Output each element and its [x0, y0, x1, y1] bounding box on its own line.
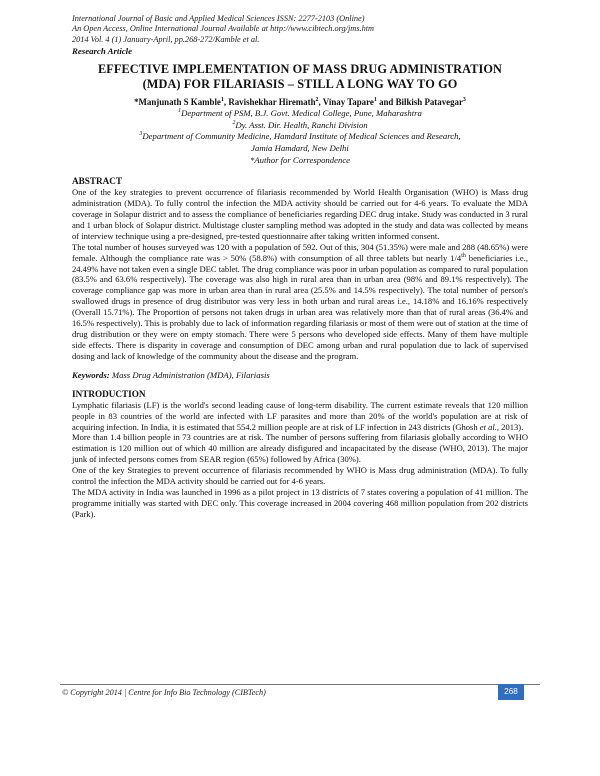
- paper-title: [72, 62, 528, 92]
- intro-paragraph-3: One of the key Strategies to prevent occurrence of filariasis recommended by WHO is Mass drug administration (MDA). To fully control the infection the MDA activity should be carried out for 4-6 years.: [72, 465, 528, 487]
- affiliations: [72, 108, 528, 166]
- abstract-heading: ABSTRACT: [72, 176, 123, 187]
- footer-divider: [60, 684, 540, 685]
- intro-p1-start: Lymphatic filariasis (LF) is the world's second leading cause of long-term disability. The current estimate reveals that 120 million people in 83 countries of the world are infected with LF parasites and more than 20% of the world's population are at risk of acquiring infection. In India, it is estimated that 554.2 million people are at risk of LF infection in 243 districts (Ghosh: [72, 399, 528, 432]
- abstract-paragraph-2: [72, 242, 528, 362]
- author-2: , Ravishekhar Hiremath: [223, 97, 316, 108]
- author-1: *Manjunath S Kamble: [134, 97, 221, 108]
- paper-page: [72, 14, 528, 520]
- correspondence-note: *Author for Correspondence: [249, 154, 351, 165]
- keywords: [72, 370, 528, 381]
- abstract-paragraph-1: One of the key strategies to prevent occurrence of filariasis recommended by World Health Organisation (WHO) is Mass drug administration (MDA). To fully control the infection the MDA activity should be carried out for 4-6 years. To evaluate the MDA coverage in Solapur district and to assess the compliance of beneficiaries regarding DEC drug intake. Study was conducted in 3 rural and 1 urban block of Solapur district. Multistage cluster sampling method was adopted in the study and data was collected by means of interview technique using a pre-designed, pre-tested questionnaire after taking written informed consent.: [72, 187, 528, 241]
- intro-p1-end: , 2013).: [496, 421, 524, 432]
- affiliation-3-text: Department of Community Medicine, Hamdard Institute of Medical Sciences and Research,: [142, 131, 461, 142]
- intro-paragraph-1: [72, 400, 528, 433]
- journal-header: [72, 14, 528, 45]
- intro-p1-etal: et al.: [479, 421, 497, 432]
- affiliation-3: [72, 131, 528, 143]
- article-type: Research Article: [72, 46, 133, 57]
- author-2-affil: 2: [315, 97, 319, 104]
- abstract-p2-start: The total number of houses surveyed was 120 with a population of 592. Out of this, 304 (51.35%) were male and 288 (48.65%) were female. Although the compliance rate was > 50% (58.8%) with consumption of all three tablets but nearly 1/4: [72, 241, 528, 263]
- author-3-affil: 1: [373, 97, 377, 104]
- affiliation-1: [72, 108, 528, 120]
- abstract-p2-sup: th: [461, 252, 466, 259]
- affiliation-2-mark: 2: [232, 119, 236, 126]
- intro-paragraph-4: The MDA activity in India was launched in 1996 as a pilot project in 13 districts of 7 states covering a population of 41 million. The programme initially was started with DEC only. This coverage increased in 2004 covering 468 million population from 202 districts (Park).: [72, 486, 528, 519]
- journal-volume-line: 2014 Vol. 4 (1) January-April, pp.268-272/Kamble et al.: [72, 34, 260, 44]
- introduction-heading: INTRODUCTION: [72, 388, 146, 399]
- affiliation-1-text: Department of PSM, B.J. Govt. Medical College, Pune, Maharashtra: [181, 108, 422, 119]
- affiliation-1-mark: 1: [178, 108, 182, 115]
- affiliation-3-mark: 3: [139, 131, 143, 138]
- author-4: and Bilkish Patavegar: [376, 97, 463, 108]
- journal-name: International Journal of Basic and Applied Medical Sciences ISSN: 2277-2103 (Online): [72, 14, 365, 23]
- author-4-affil: 3: [462, 97, 466, 104]
- footer-copyright: © Copyright 2014 | Centre for Info Bio Technology (CIBTech): [62, 688, 266, 697]
- author-1-affil: 1: [220, 97, 224, 104]
- page-number-badge: 268: [498, 684, 524, 700]
- affiliation-3-cont: Jamia Hamdard, New Delhi: [251, 143, 349, 153]
- abstract-p2-end: beneficiaries i.e., 24.49% have not taken even a single DEC tablet. The drug compliance was poor in urban population as compared to rural population (83.5% and 63.6% respectively). The coverage was also high in rural area than in urban area (98% and 89.1% respectively). The coverage compliance gap was more in urban area than in rural area (25.5% and 14.5% respectively). The total number of person's swallowed drugs in presence of drug distributor was very less in both urban and rural areas i.e., 14.18% and 16.16% respectively (Overall 15.71%). The Proportion of persons not taken drugs in urban area was relatively more than that of rural areas (36.4% and 16.5% respectively). This is probably due to lack of information regarding filariasis or most of them were out of station at the time of drug distribution or they were on empty stomach. There were 5 persons who developed side effects. Many of them have multiple side effects. There is disparity in coverage and consumption of DEC among urban and rural population due to lack of supervised dosing and lack of knowledge of the community about the disease and the program.: [72, 252, 528, 361]
- author-list: [72, 96, 528, 108]
- title-line-1: EFFECTIVE IMPLEMENTATION OF MASS DRUG ADMINISTRATION: [97, 62, 503, 77]
- affiliation-2: [72, 120, 528, 132]
- title-line-2: (MDA) FOR FILARIASIS – STILL A LONG WAY TO GO: [142, 77, 458, 92]
- keywords-text: Mass Drug Administration (MDA), Filariasis: [109, 369, 270, 380]
- keywords-label: Keywords:: [72, 369, 110, 380]
- intro-paragraph-2: More than 1.4 billion people in 73 countries are at risk. The number of persons suffering from filariasis globally according to WHO estimation is 120 million out of which 40 million are already disfigured and incapacitated by the disease (WHO, 2013). The major junk of infected persons comes from SEAR region (65%) followed by Africa (30%).: [72, 432, 528, 465]
- journal-url-line: An Open Access, Online International Journal Available at http://www.cibtech.org/jms.htm: [72, 24, 375, 34]
- affiliation-2-text: Dy. Asst. Dir. Health, Ranchi Division: [235, 119, 368, 130]
- author-3: , Vinay Tapare: [318, 97, 374, 108]
